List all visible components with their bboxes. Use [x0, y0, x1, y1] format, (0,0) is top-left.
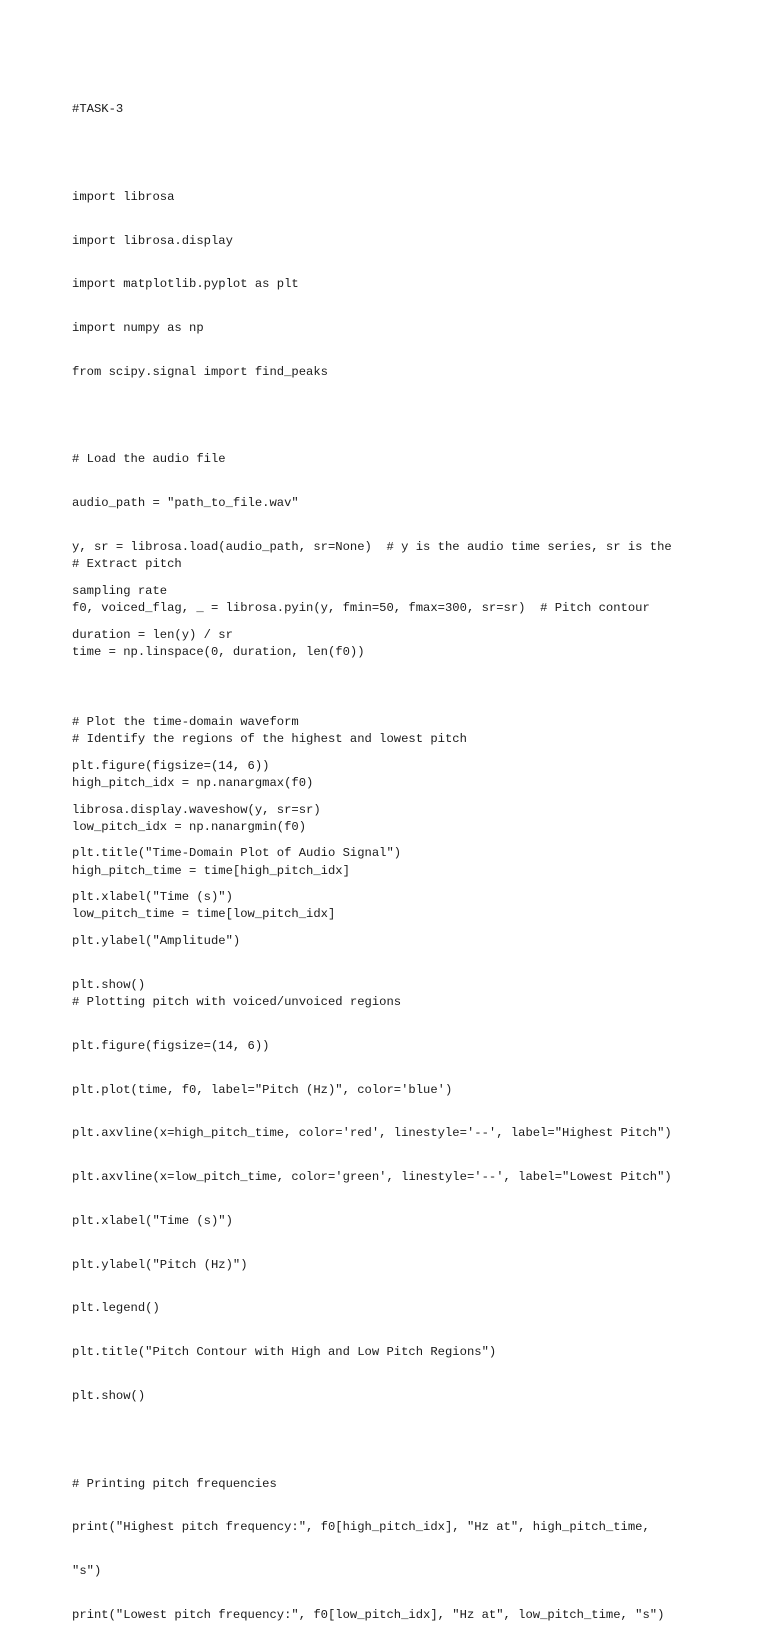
- code-line: high_pitch_idx = np.nanargmax(f0): [72, 776, 314, 791]
- code-line: time = np.linspace(0, duration, len(f0)): [72, 644, 365, 659]
- code-line: plt.show(): [72, 977, 146, 992]
- code-line: print("Highest pitch frequency:", f0[high_pitch_idx], "Hz at", high_pitch_time,: [72, 1520, 650, 1535]
- code-line: librosa.display.waveshow(y, sr=sr): [72, 802, 321, 817]
- code-line: f0, voiced_flag, _ = librosa.pyin(y, fmin=50, fmax=300, sr=sr) # Pitch contour: [72, 600, 650, 615]
- code-line: import matplotlib.pyplot as plt: [72, 277, 299, 292]
- code-comment: # Plotting pitch with voiced/unvoiced regions: [72, 995, 402, 1009]
- code-line: plt.figure(figsize=(14, 6)): [72, 1038, 270, 1053]
- blank-line: [72, 146, 712, 161]
- code-line: plt.legend(): [72, 1301, 160, 1316]
- code-line: plt.axvline(x=low_pitch_time, color='green', linestyle='--', label="Lowest Pitch"): [72, 1170, 672, 1185]
- code-line: "s"): [72, 1564, 102, 1579]
- code-line: plt.ylabel("Pitch (Hz)"): [72, 1257, 248, 1272]
- blank-line: [72, 951, 712, 966]
- code-line: import librosa.display: [72, 233, 233, 248]
- code-comment: # Printing pitch frequencies: [72, 1476, 277, 1491]
- code-line: y, sr = librosa.load(audio_path, sr=None) # y is the audio time series, sr is the: [72, 540, 672, 554]
- blank-line: [72, 1433, 712, 1448]
- code-line: high_pitch_time = time[high_pitch_idx]: [72, 863, 350, 878]
- code-line: from scipy.signal import find_peaks: [72, 364, 328, 379]
- blank-line: [72, 409, 712, 424]
- code-line: low_pitch_time = time[low_pitch_idx]: [72, 907, 336, 922]
- code-line: low_pitch_idx = np.nanargmin(f0): [72, 819, 307, 834]
- code-line: audio_path = "path_to_file.wav": [72, 496, 299, 511]
- code-line: sampling rate: [72, 583, 168, 598]
- code-line: plt.title("Pitch Contour with High and Low Pitch Regions"): [72, 1345, 497, 1360]
- code-block-pitch-analysis: [72, 528, 712, 1652]
- code-comment: # Extract pitch: [72, 557, 182, 572]
- code-line: plt.ylabel("Amplitude"): [72, 934, 241, 949]
- blank-line: [72, 689, 712, 704]
- code-comment: # Plot the time-domain waveform: [72, 715, 299, 730]
- code-comment: # Identify the regions of the highest and lowest pitch: [72, 732, 467, 747]
- code-line: duration = len(y) / sr: [72, 627, 233, 642]
- code-line: plt.plot(time, f0, label="Pitch (Hz)", color='blue'): [72, 1082, 453, 1097]
- code-comment: # Load the audio file: [72, 452, 226, 467]
- code-line: plt.show(): [72, 1389, 146, 1404]
- code-line: plt.xlabel("Time (s)"): [72, 1213, 233, 1228]
- code-line: import librosa: [72, 189, 175, 204]
- code-line: plt.xlabel("Time (s)"): [72, 890, 233, 905]
- code-line: plt.figure(figsize=(14, 6)): [72, 758, 270, 773]
- code-line: plt.axvline(x=high_pitch_time, color='red', linestyle='--', label="Highest Pitch"): [72, 1126, 672, 1141]
- code-line: plt.title("Time-Domain Plot of Audio Signal"): [72, 846, 402, 861]
- task-heading: #TASK-3: [72, 102, 124, 117]
- code-line: print("Lowest pitch frequency:", f0[low_pitch_idx], "Hz at", low_pitch_time, "s"): [72, 1607, 665, 1622]
- code-line: import numpy as np: [72, 321, 204, 336]
